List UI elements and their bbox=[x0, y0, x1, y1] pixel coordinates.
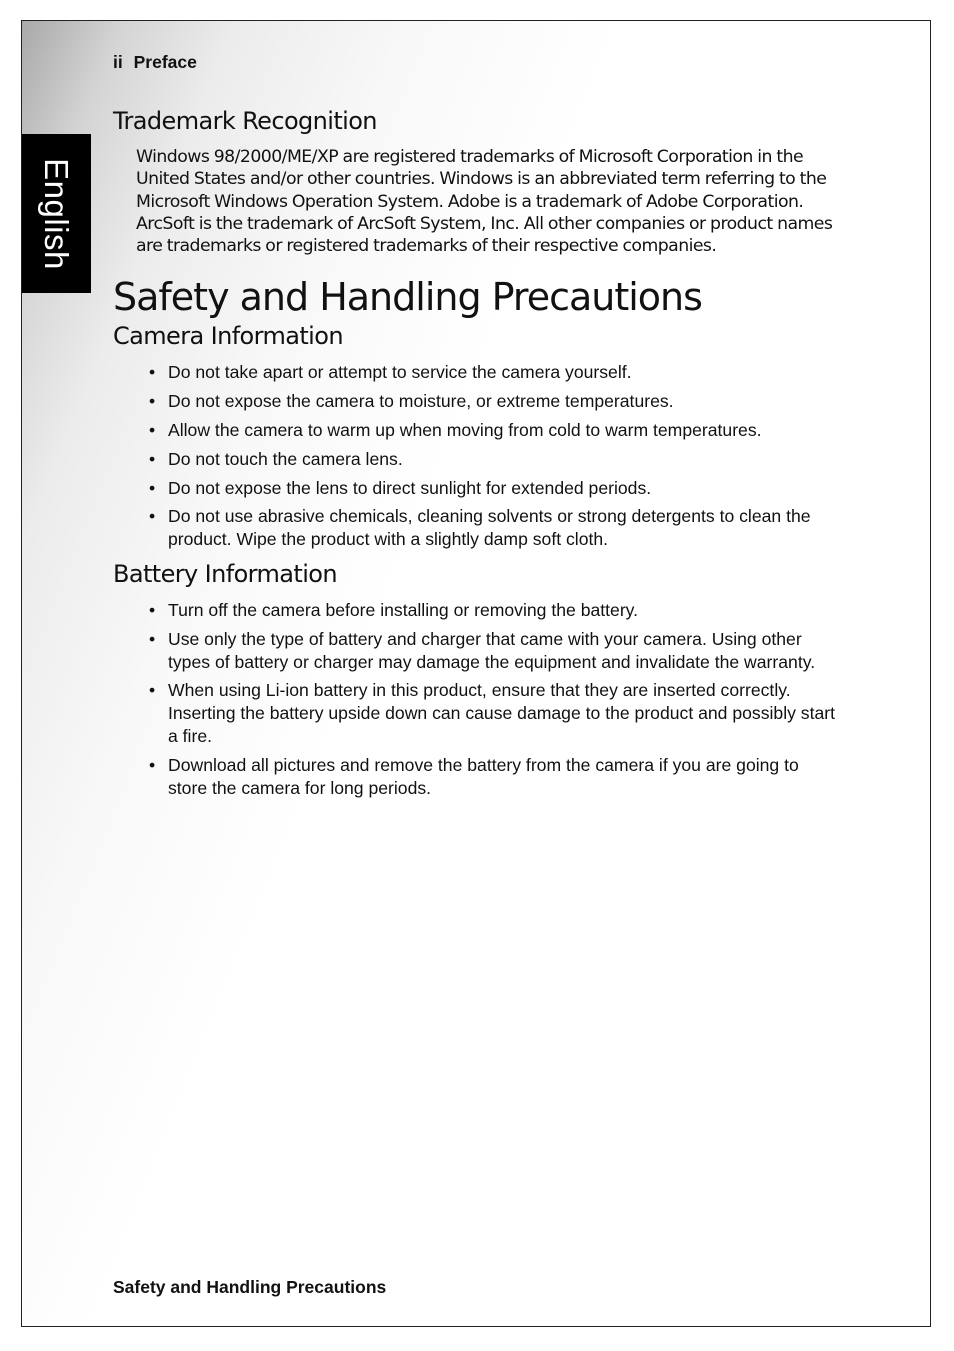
list-item bbox=[149, 754, 841, 800]
list-item bbox=[149, 505, 841, 551]
list-item-text: Use only the type of battery and charger that came with your camera. Using other types of battery or charger may damage the equipment and invalidate the warranty. bbox=[168, 628, 816, 672]
header-section: Preface bbox=[133, 52, 197, 72]
page-content bbox=[113, 104, 841, 805]
trademark-heading: Trademark Recognition bbox=[113, 107, 377, 135]
trademark-paragraph: Windows 98/2000/ME/XP are registered trademarks of Microsoft Corporation in the United States and/or other countries. Windows is an abbreviated term referring to the Microsoft Windows Operation System. Adobe is a trademark of Adobe Corporation. ArcSoft is the trademark of ArcSoft System, Inc. All other companies or product names are trademarks or registered trademarks of their respective companies. bbox=[136, 147, 833, 257]
page-title: Safety and Handling Precautions bbox=[113, 275, 702, 320]
list-item-text: Do not take apart or attempt to service the camera yourself. bbox=[168, 362, 632, 383]
language-tab bbox=[22, 134, 91, 293]
bullet: • bbox=[149, 477, 156, 498]
list-item bbox=[149, 679, 841, 747]
bullet: • bbox=[149, 448, 156, 469]
bullet: • bbox=[149, 420, 156, 441]
list-item-text: Do not expose the lens to direct sunlight for extended periods. bbox=[168, 477, 652, 498]
list-item-text: Do not expose the camera to moisture, or extreme temperatures. bbox=[168, 391, 674, 412]
page-footer: Safety and Handling Precautions bbox=[113, 1277, 387, 1297]
bullet: • bbox=[149, 391, 156, 412]
list-item bbox=[149, 419, 841, 442]
bullet: • bbox=[149, 506, 156, 527]
list-item-text: Do not use abrasive chemicals, cleaning solvents or strong detergents to clean the product. Wipe the product with a slightly damp soft cloth. bbox=[168, 506, 811, 550]
page-header bbox=[113, 52, 197, 73]
list-item bbox=[149, 599, 841, 622]
camera-info-list bbox=[113, 361, 841, 551]
battery-info-heading: Battery Information bbox=[113, 560, 337, 589]
list-item bbox=[149, 477, 841, 500]
list-item-text: When using Li-ion battery in this product, ensure that they are inserted correctly. Inserting the battery upside down can cause damage to the product and possibly start a fire. bbox=[168, 680, 836, 747]
battery-info-list bbox=[113, 599, 841, 799]
bullet: • bbox=[149, 600, 156, 621]
list-item-text: Download all pictures and remove the battery from the camera if you are going to store the camera for long periods. bbox=[168, 754, 799, 798]
bullet: • bbox=[149, 362, 156, 383]
page-number: ii bbox=[113, 52, 123, 72]
bullet: • bbox=[149, 628, 156, 649]
camera-info-heading: Camera Information bbox=[113, 322, 343, 351]
list-item bbox=[149, 390, 841, 413]
list-item-text: Allow the camera to warm up when moving from cold to warm temperatures. bbox=[168, 420, 762, 441]
list-item-text: Turn off the camera before installing or removing the battery. bbox=[168, 600, 639, 621]
list-item-text: Do not touch the camera lens. bbox=[168, 448, 403, 469]
language-tab-label: English bbox=[38, 158, 75, 270]
list-item bbox=[149, 361, 841, 384]
bullet: • bbox=[149, 680, 156, 701]
list-item bbox=[149, 628, 841, 674]
list-item bbox=[149, 448, 841, 471]
bullet: • bbox=[149, 754, 156, 775]
